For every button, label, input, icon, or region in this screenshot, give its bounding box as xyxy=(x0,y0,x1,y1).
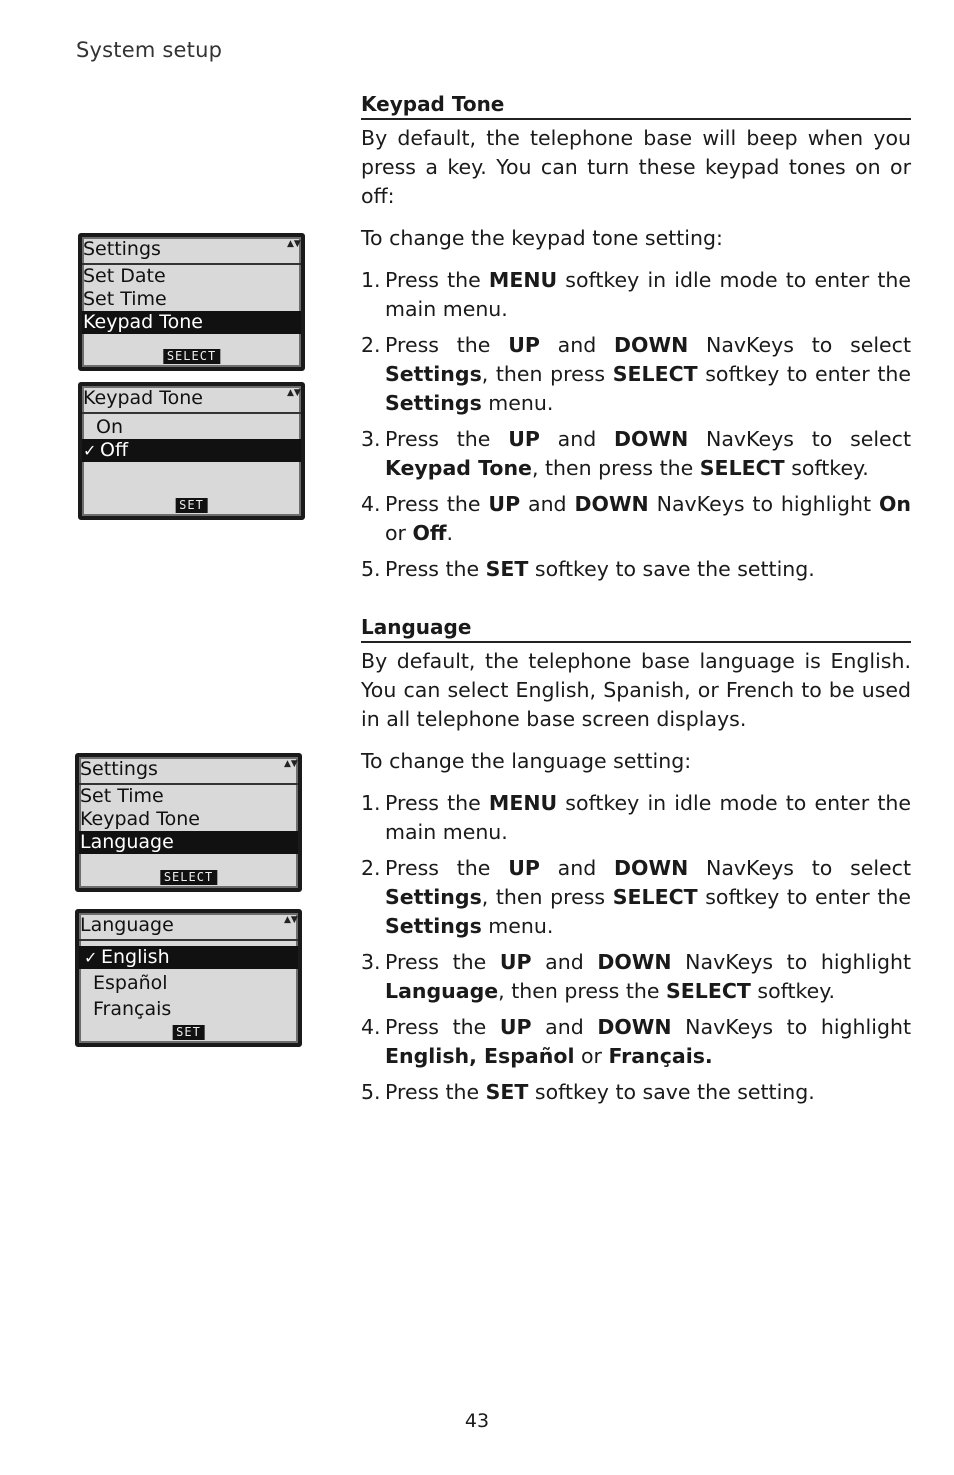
language-section xyxy=(361,615,911,1114)
scroll-arrows-icon: ▲▼ xyxy=(284,759,298,769)
step-text: NavKeys to select xyxy=(688,427,911,451)
step-text: Press the xyxy=(385,333,509,357)
lead-paragraph: To change the language setting: xyxy=(361,749,692,773)
step-keyword: DOWN xyxy=(597,1015,672,1039)
keypad-tone-section xyxy=(361,92,911,591)
step-keyword: UP xyxy=(508,333,540,357)
lcd-screen-settings xyxy=(75,753,302,892)
lead-paragraph: To change the keypad tone setting: xyxy=(361,226,723,250)
lcd-menu-item-selected: Keypad Tone xyxy=(82,311,301,334)
step-keyword: DOWN xyxy=(614,427,689,451)
step-keyword: SET xyxy=(485,1080,529,1104)
step-text: . xyxy=(446,521,454,545)
page-number: 43 xyxy=(464,1410,490,1432)
step-text: softkey to enter the xyxy=(697,362,911,386)
step-keyword: Settings xyxy=(385,362,482,386)
step-text: Press the xyxy=(385,268,489,292)
step-item xyxy=(361,948,911,1006)
step-text: softkey. xyxy=(784,456,869,480)
scroll-arrows-icon: ▲▼ xyxy=(287,239,301,249)
running-header: System setup xyxy=(76,38,223,62)
step-text: and xyxy=(539,856,615,880)
step-text: softkey to enter the xyxy=(697,885,911,909)
lcd-menu-item-selected: Language xyxy=(79,831,298,854)
lcd-title: Settings xyxy=(79,758,298,785)
step-text: softkey to save the setting. xyxy=(528,1080,815,1104)
step-text: , then press xyxy=(481,885,613,909)
step-number: 4. xyxy=(361,1015,381,1039)
step-keyword: DOWN xyxy=(614,856,689,880)
step-text: softkey in idle mode to enter the main menu. xyxy=(385,791,911,844)
step-text: or xyxy=(385,521,413,545)
step-keyword: Settings xyxy=(385,914,482,938)
step-keyword: Keypad Tone xyxy=(385,456,532,480)
section-title: Keypad Tone xyxy=(361,92,911,120)
step-keyword: Français. xyxy=(608,1044,713,1068)
lcd-option: On xyxy=(96,416,123,438)
step-text: Press the xyxy=(385,492,489,516)
step-keyword: MENU xyxy=(488,268,558,292)
select-softkey: SELECT xyxy=(160,870,217,885)
step-number: 4. xyxy=(361,492,381,516)
step-number: 1. xyxy=(361,268,381,292)
lcd-menu-item: Set Time xyxy=(83,288,167,310)
step-text: softkey. xyxy=(750,979,835,1003)
set-softkey: SET xyxy=(172,1025,205,1040)
step-keyword: UP xyxy=(508,856,540,880)
step-text: menu. xyxy=(481,914,554,938)
intro-paragraph: By default, the telephone base will beep when you press a key. You can turn these keypad tones on or off: xyxy=(361,126,911,208)
step-text: NavKeys to highlight xyxy=(648,492,879,516)
check-icon: ✓ xyxy=(83,441,97,460)
lcd-screen-language xyxy=(75,909,302,1047)
step-text: and xyxy=(520,492,575,516)
check-icon: ✓ xyxy=(84,948,98,967)
step-keyword: SELECT xyxy=(666,979,751,1003)
intro-paragraph: By default, the telephone base language is English. You can select English, Spanish, or French to be used in all telephone base screen displays. xyxy=(361,649,911,731)
step-keyword: UP xyxy=(499,1015,532,1039)
step-item xyxy=(361,331,911,418)
step-item xyxy=(361,1078,911,1107)
step-keyword: UP xyxy=(488,492,521,516)
step-text: Press the xyxy=(385,950,500,974)
step-keyword: DOWN xyxy=(597,950,672,974)
step-text: NavKeys to select xyxy=(688,856,911,880)
lcd-option: Español xyxy=(93,972,168,994)
step-keyword: Off xyxy=(412,521,447,545)
step-keyword: DOWN xyxy=(574,492,649,516)
scroll-arrows-icon: ▲▼ xyxy=(284,915,298,925)
step-text: Press the xyxy=(385,791,489,815)
set-softkey: SET xyxy=(175,498,208,513)
step-keyword: Language xyxy=(385,979,499,1003)
step-text: Press the xyxy=(385,427,509,451)
step-keyword: UP xyxy=(508,427,540,451)
step-text: NavKeys to highlight xyxy=(671,1015,911,1039)
lcd-title: Keypad Tone xyxy=(82,387,301,414)
lcd-menu-item: Set Date xyxy=(83,265,166,287)
lcd-title: Language xyxy=(79,914,298,941)
section-title: Language xyxy=(361,615,911,643)
step-keyword: MENU xyxy=(488,791,558,815)
step-text: and xyxy=(539,427,615,451)
step-text: or xyxy=(574,1044,609,1068)
step-text: and xyxy=(531,950,598,974)
step-text: and xyxy=(539,333,615,357)
step-keyword: SELECT xyxy=(612,885,698,909)
step-item xyxy=(361,789,911,847)
step-text: softkey to save the setting. xyxy=(528,557,815,581)
lcd-option: Français xyxy=(93,998,172,1020)
step-number: 3. xyxy=(361,950,381,974)
step-text: , then press the xyxy=(531,456,700,480)
step-text: softkey in idle mode to enter the main menu. xyxy=(385,268,911,321)
lcd-menu-item: Keypad Tone xyxy=(80,808,200,830)
step-number: 1. xyxy=(361,791,381,815)
lcd-option-selected: ✓ English xyxy=(79,946,298,969)
step-keyword: Settings xyxy=(385,391,482,415)
scroll-arrows-icon: ▲▼ xyxy=(287,388,301,398)
step-keyword: DOWN xyxy=(614,333,689,357)
lcd-screen-keypad-tone xyxy=(78,382,305,520)
step-number: 2. xyxy=(361,856,381,880)
step-text: , then press the xyxy=(498,979,666,1003)
step-item xyxy=(361,266,911,324)
step-text: Press the xyxy=(385,856,509,880)
step-keyword: Settings xyxy=(385,885,482,909)
step-keyword: SELECT xyxy=(699,456,785,480)
step-text: , then press xyxy=(481,362,613,386)
step-item xyxy=(361,490,911,548)
step-number: 5. xyxy=(361,1080,381,1104)
step-number: 3. xyxy=(361,427,381,451)
step-keyword: UP xyxy=(499,950,532,974)
lcd-option-selected: ✓ Off xyxy=(82,439,301,462)
step-text: and xyxy=(531,1015,598,1039)
step-number: 2. xyxy=(361,333,381,357)
lcd-menu-item: Set Time xyxy=(80,785,164,807)
step-item xyxy=(361,425,911,483)
step-text: NavKeys to select xyxy=(688,333,911,357)
step-keyword: On xyxy=(878,492,911,516)
lcd-screen-settings xyxy=(78,233,305,371)
step-text: Press the xyxy=(385,1080,486,1104)
lcd-title: Settings xyxy=(82,238,301,265)
step-keyword: SET xyxy=(485,557,529,581)
step-text: Press the xyxy=(385,1015,500,1039)
step-text: Press the xyxy=(385,557,486,581)
step-item xyxy=(361,555,911,584)
select-softkey: SELECT xyxy=(163,349,220,364)
step-keyword: SELECT xyxy=(612,362,698,386)
step-keyword: English, Español xyxy=(385,1044,575,1068)
steps-list xyxy=(361,266,911,584)
step-item xyxy=(361,1013,911,1071)
step-text: menu. xyxy=(481,391,554,415)
step-number: 5. xyxy=(361,557,381,581)
step-text: NavKeys to highlight xyxy=(671,950,911,974)
steps-list xyxy=(361,789,911,1107)
step-item xyxy=(361,854,911,941)
